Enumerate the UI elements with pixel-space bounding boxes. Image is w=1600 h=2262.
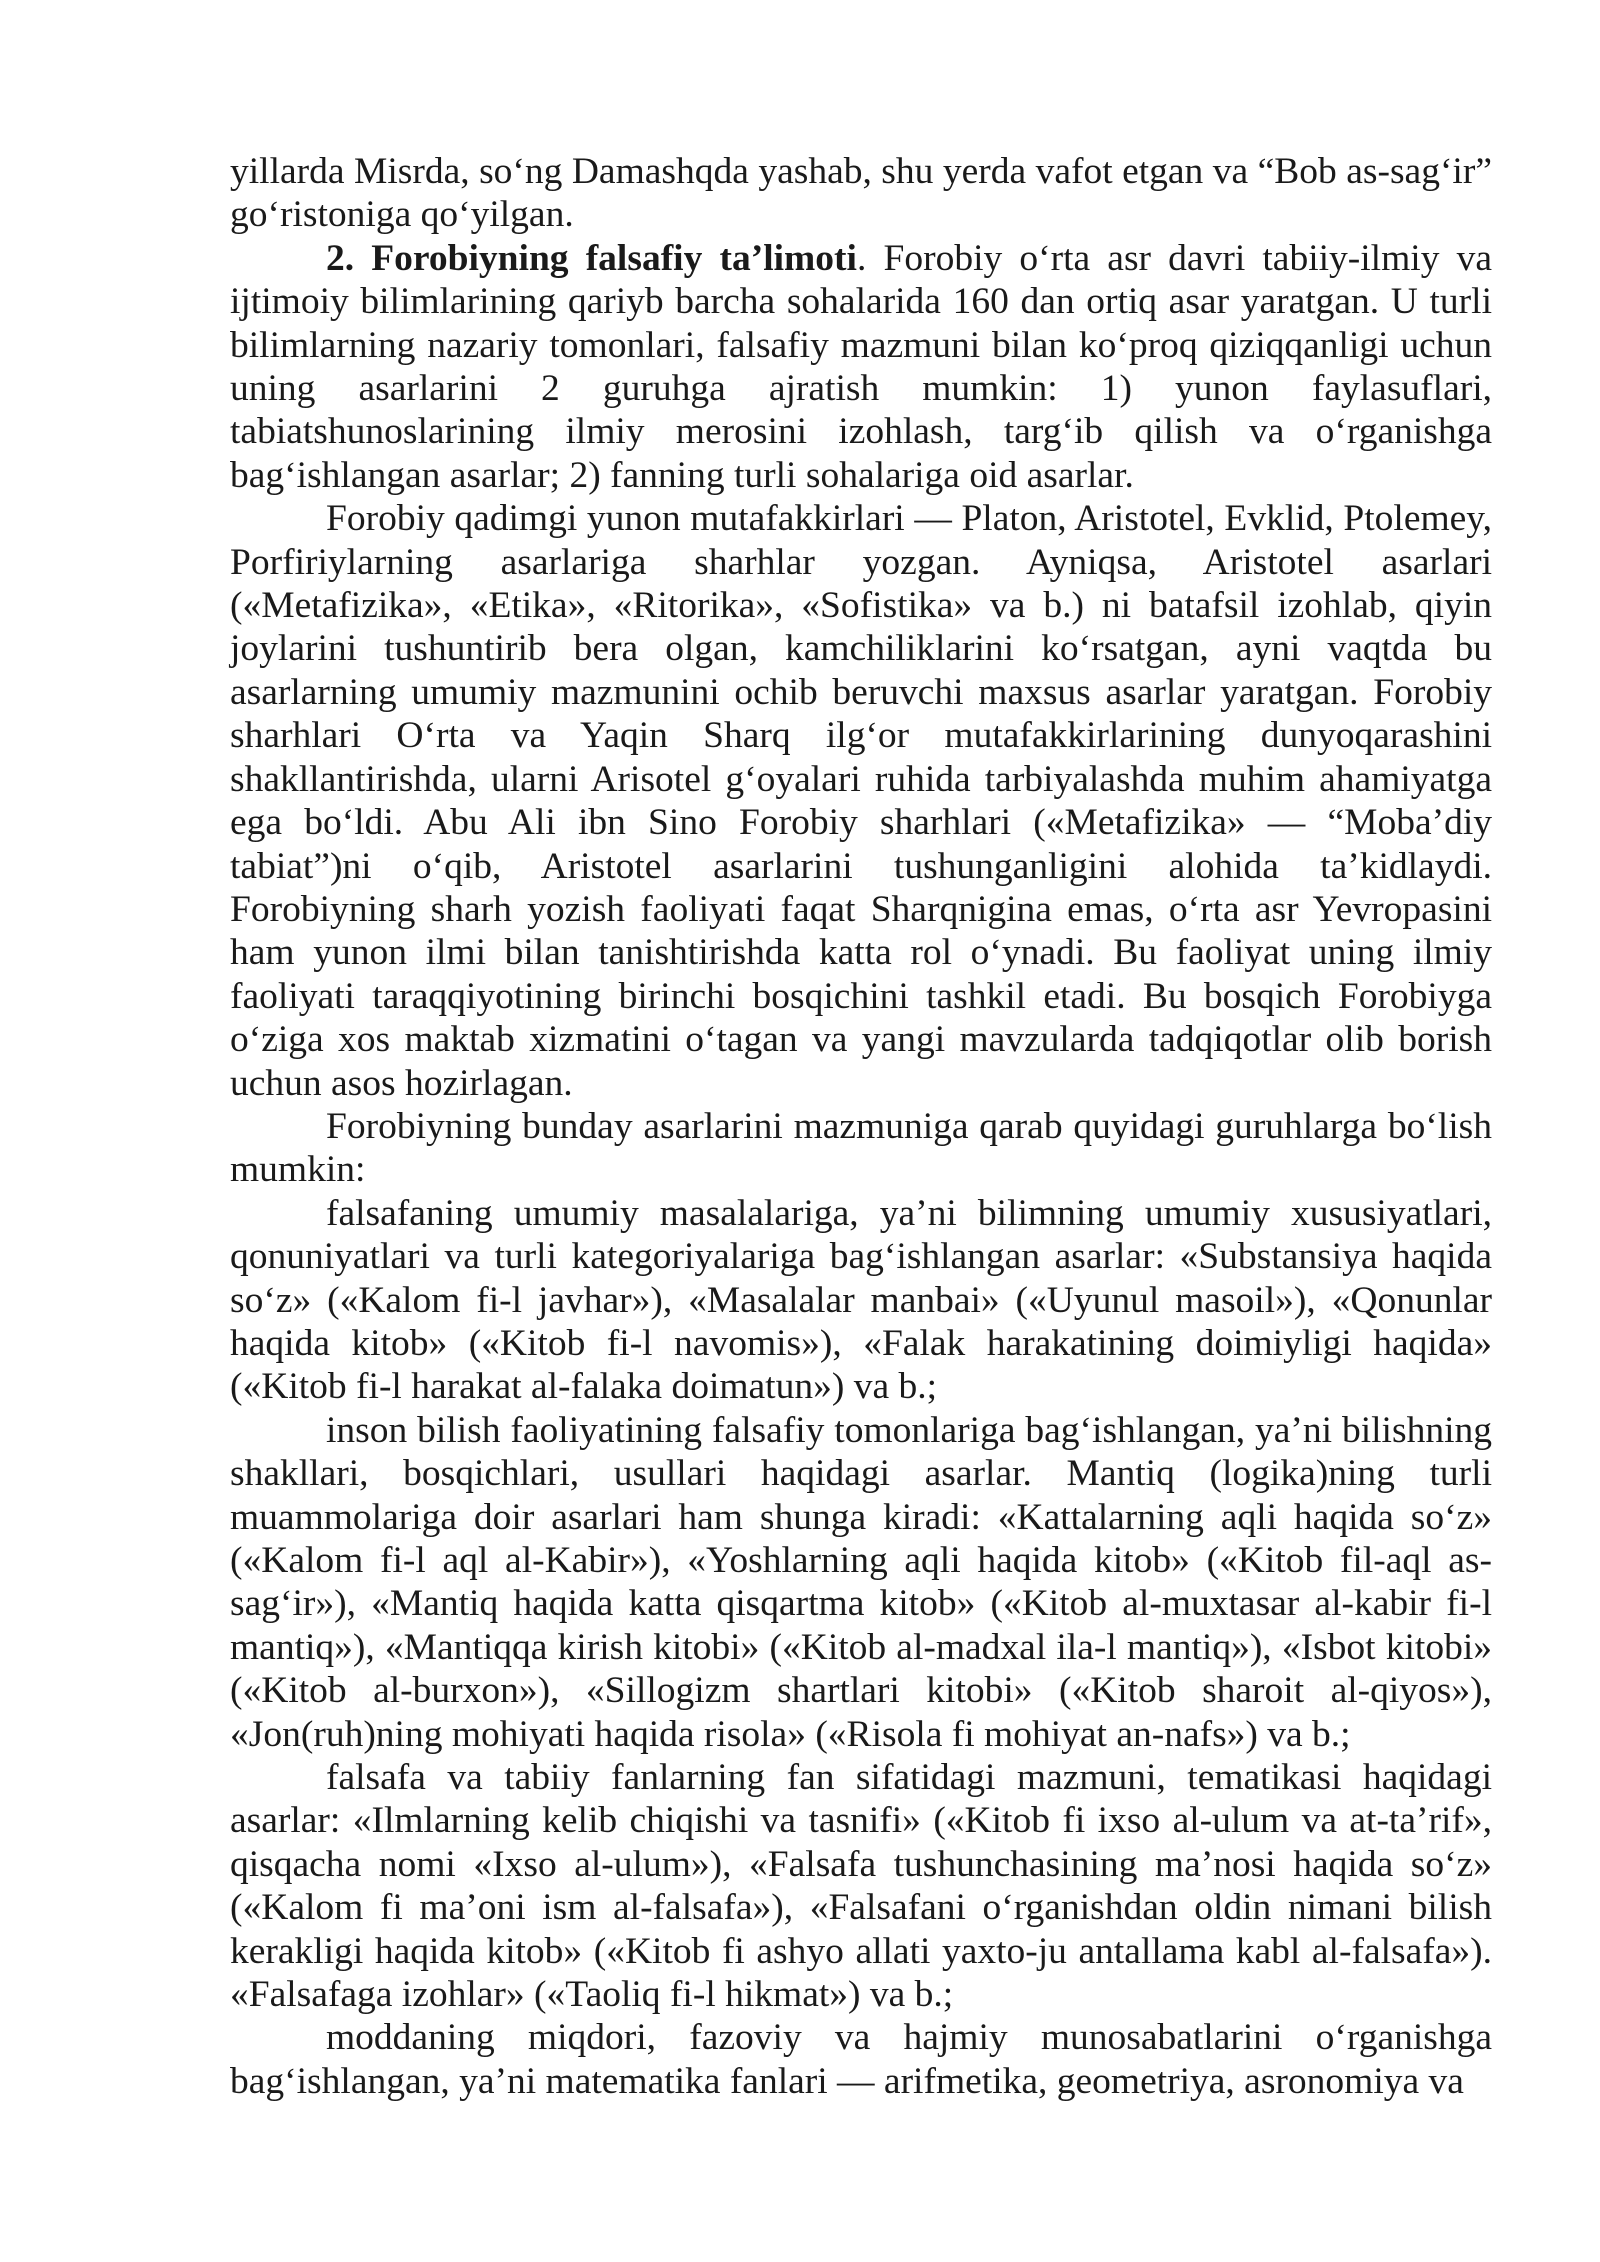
paragraph-text: . Forobiy o‘rta asr davri tabiiy-ilmiy va ijtimoiy bilimlarining qariyb barcha sohalarida 160 dan ortiq asar yaratgan. U turli bilimlarning nazariy tomonlari, falsafiy mazmuni bilan ko‘proq qiziqqanligi uchun uning asarlarini 2 guruhga ajratish mumkin: 1) yunon faylasuflari, tabiatshunoslarining ilmiy merosini izohlash, targ‘ib qilish va o‘rganishga bag‘ishlangan asarlar; 2) fanning turli sohalariga oid asarlar.	[230, 237, 1492, 496]
paragraph-continuation: yillarda Misrda, so‘ng Damashqda yashab, shu yerda vafot etgan va “Bob as-sag‘ir” go‘ristoniga qo‘yilgan.	[230, 151, 1492, 236]
paragraph-group-cognition: inson bilish faoliyatining falsafiy tomonlariga bag‘ishlangan, ya’ni bilishning shakllari, bosqichlari, usullari haqidagi asarlar. Mantiq (logika)ning turli muammolariga doir asarlari ham shunga kiradi: «Kattalarning aqli haqida so‘z» («Kalom fi-l aql al-Kabir»), «Yoshlarning aqli haqida kitob» («Kitob fil-aql as-sag‘ir»), «Mantiq haqida katta qisqartma kitob» («Kitob al-muxtasar al-kabir fi-l mantiq»), «Mantiqqa kirish kitobi» («Kitob al-madxal ila-l mantiq»), «Isbot kitobi» («Kitob al-burxon»), «Sillogizm shartlari kitobi» («Kitob sharoit al-qiyos»), «Jon(ruh)ning mohiyati haqida risola» («Risola fi mohiyat an-nafs») va b.;	[230, 1409, 1492, 1755]
paragraph-section-2	[230, 237, 1492, 497]
paragraph-grouping-intro: Forobiyning bunday asarlarini mazmuniga qarab quyidagi guruhlarga bo‘lish mumkin:	[230, 1105, 1492, 1191]
paragraph-group-general-philosophy: falsafaning umumiy masalalariga, ya’ni bilimning umumiy xususiyatlari, qonuniyatlari va turli kategoriyalariga bag‘ishlangan asarlar: «Substansiya haqida so‘z» («Kalom fi-l javhar»), «Masalalar manbai» («Uyunul masoil»), «Qonunlar haqida kitob» («Kitob fi-l navomis»), «Falak harakatining doimiyligi haqida» («Kitob fi-l harakat al-falaka doimatun») va b.;	[230, 1192, 1492, 1408]
paragraph-group-mathematics: moddaning miqdori, fazoviy va hajmiy munosabatlarini o‘rganishga bag‘ishlangan, ya’ni matematika fanlari — arifmetika, geometriya, asronomiya va	[230, 2017, 1492, 2102]
section-heading: 2. Forobiyning falsafiy ta’limoti	[326, 237, 857, 279]
document-page	[230, 150, 1492, 2103]
paragraph-commentaries: Forobiy qadimgi yunon mutafakkirlari — Platon, Aristotel, Evklid, Ptolemey, Porfiriylarning asarlariga sharhlar yozgan. Ayniqsa, Aristotel asarlari («Metafizika», «Etika», «Ritorika», «Sofistika» va b.) ni batafsil izohlab, qiyin joylarini tushuntirib bera olgan, kamchiliklarini ko‘rsatgan, ayni vaqtda bu asarlarning umumiy mazmunini ochib beruvchi maxsus asarlar yaratgan. Forobiy sharhlari O‘rta va Yaqin Sharq ilg‘or mutafakkirlarining dunyoqarashini shakllantirishda, ularni Arisotel g‘oyalari ruhida tarbiyalashda muhim ahamiyatga ega bo‘ldi. Abu Ali ibn Sino Forobiy sharhlari («Metafizika» — “Moba’diy tabiat”)ni o‘qib, Aristotel asarlarini tushunganligini alohida ta’kidlaydi. Forobiyning sharh yozish faoliyati faqat Sharqnigina emas, o‘rta asr Yevropasini ham yunon ilmi bilan tanishtirishda katta rol o‘ynadi. Bu faoliyat uning ilmiy faoliyati taraqqiyotining birinchi bosqichini tashkil etadi. Bu bosqich Forobiyga o‘ziga xos maktab xizmatini o‘tagan va yangi mavzularda tadqiqotlar olib borish uchun asos hozirlagan.	[230, 498, 1492, 1104]
paragraph-group-sciences: falsafa va tabiiy fanlarning fan sifatidagi mazmuni, tematikasi haqidagi asarlar: «Ilmlarning kelib chiqishi va tasnifi» («Kitob fi ixso al-ulum va at-ta’rif», qisqacha nomi «Ixso al-ulum»), «Falsafa tushunchasining ma’nosi haqida so‘z» («Kalom fi ma’oni ism al-falsafa»), «Falsafani o‘rganishdan oldin nimani bilish kerakligi haqida kitob» («Kitob fi ashyo allati yaxto-ju antallama kabl al-falsafa»). «Falsafaga izohlar» («Taoliq fi-l hikmat») va b.;	[230, 1757, 1492, 2016]
